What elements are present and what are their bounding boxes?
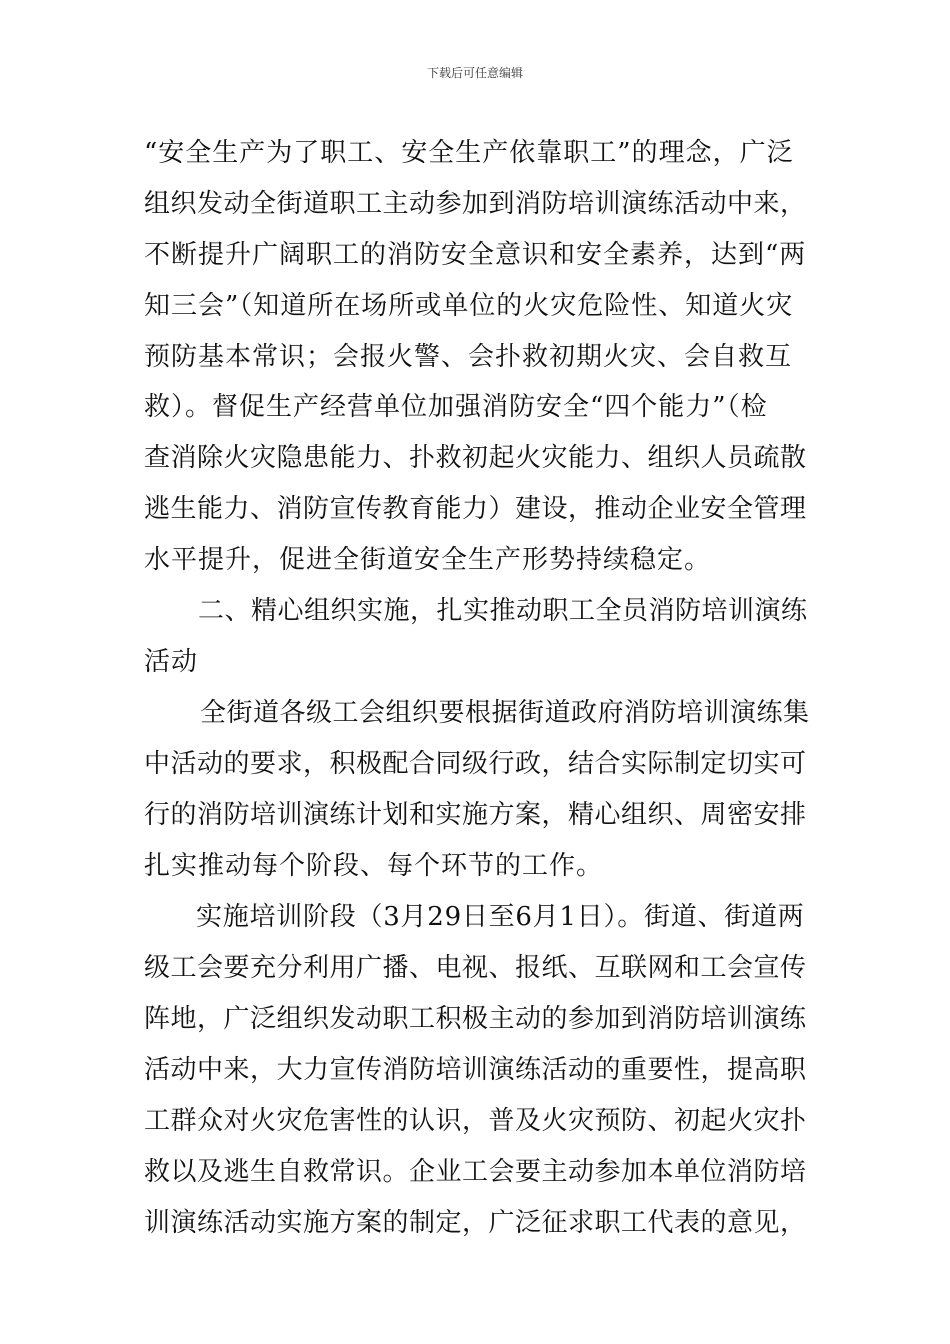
body-line: 组织发动全街道职工主动参加到消防培训演练活动中来， [144,189,807,219]
body-line: 不断提升广阔职工的消防安全意识和安全素养，达到“两 [144,240,807,270]
body-line: 扎实推动每个阶段、每个环节的工作。 [144,851,604,881]
body-line: 级工会要充分利用广播、电视、报纸、互联网和工会宣传 [144,953,807,983]
body-line: 中活动的要求，积极配合同级行政，结合实际制定切实可 [144,749,807,779]
body-line: 知三会”（知道所在场所或单位的火灾危险性、知道火灾 [144,291,794,321]
body-line: 水平提升，促进全街道安全生产形势持续稳定。 [144,545,712,575]
body-line: 救）。督促生产经营单位加强消防安全“四个能力”（检 [144,392,768,422]
body-line: 预防基本常识；会报火警、会扑救初期火灾、会自救互 [144,342,793,372]
body-line: 全街道各级工会组织要根据街道政府消防培训演练集 [200,698,810,728]
body-line: 行的消防培训演练计划和实施方案，精心组织、周密安排 [144,800,807,830]
section-heading: 二、精心组织实施，扎实推动职工全员消防培训演练 [198,596,808,626]
body-line: 训演练活动实施方案的制定，广泛征求职工代表的意见， [144,1208,807,1238]
section-heading: 活动 [144,647,199,677]
body-line: “安全生产为了职工、安全生产依靠职工”的理念，广泛 [144,138,794,168]
page-header: 下载后可任意编辑 [426,66,523,80]
body-line: 救以及逃生自救常识。企业工会要主动参加本单位消防培 [144,1157,807,1187]
body-line: 实施培训阶段（3月29日至6月1日）。街道、街道两 [196,902,805,932]
body-line: 活动中来，大力宣传消防培训演练活动的重要性，提高职 [144,1055,807,1085]
body-line: 查消除火灾隐患能力、扑救初起火灾能力、组织人员疏散 [144,443,807,473]
body-line: 逃生能力、消防宣传教育能力）建设，推动企业安全管理 [144,494,807,524]
body-line: 工群众对火灾危害性的认识，普及火灾预防、初起火灾扑 [144,1106,807,1136]
body-line: 阵地，广泛组织发动职工积极主动的参加到消防培训演练 [144,1004,807,1034]
